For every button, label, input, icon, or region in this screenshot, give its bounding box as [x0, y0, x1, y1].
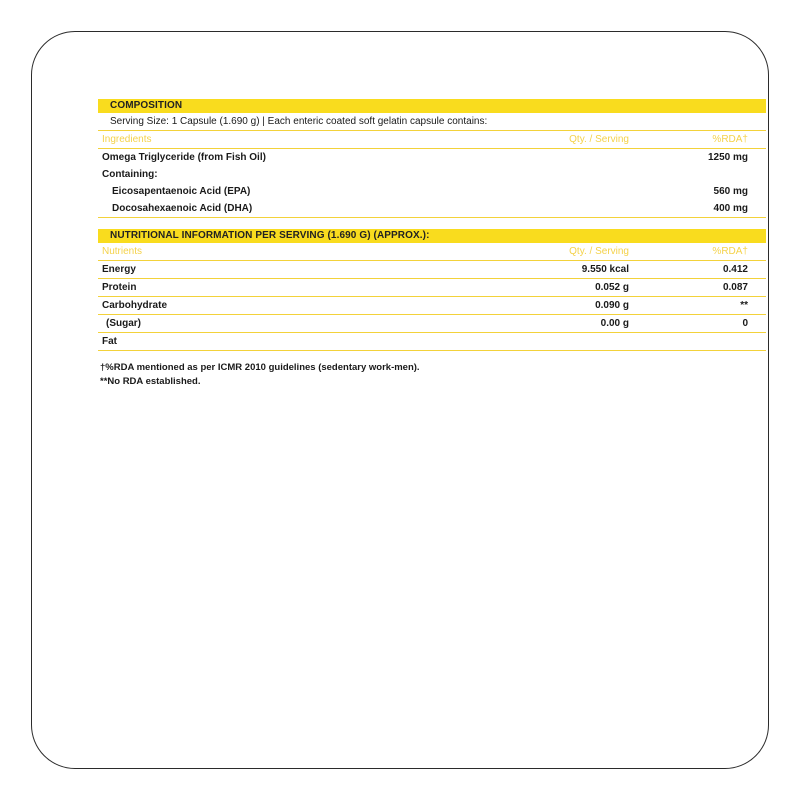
- table-row: [98, 200, 766, 218]
- rda-header: %RDA†: [712, 134, 748, 145]
- ingredient-name: Omega Triglyceride (from Fish Oil): [102, 152, 266, 163]
- footnote-no-rda: **No RDA established.: [100, 375, 201, 387]
- nutrient-name: (Sugar): [106, 318, 141, 329]
- nutrition-header-row: [98, 243, 766, 261]
- nutrients-header: Nutrients: [102, 246, 143, 257]
- label-card: [31, 31, 769, 769]
- ingredient-name: Eicosapentaenoic Acid (EPA): [112, 186, 251, 197]
- nutrient-rda: 0.087: [722, 282, 748, 293]
- nutrient-name: Protein: [102, 282, 137, 293]
- nutrient-qty: 0.052 g: [595, 282, 629, 293]
- ingredients-header: Ingredients: [102, 134, 152, 145]
- ingredient-rda: 1250 mg: [707, 152, 748, 163]
- footnote-rda: †%RDA mentioned as per ICMR 2010 guidelines (sedentary work-men).: [100, 362, 420, 373]
- nutrition-title: NUTRITIONAL INFORMATION PER SERVING (1.690 G) (APPROX.):: [98, 229, 766, 243]
- nutrient-rda: 0.412: [722, 264, 748, 275]
- table-row: [98, 315, 766, 333]
- qty-header: Qty. / Serving: [569, 246, 629, 257]
- ingredient-name: Containing:: [102, 169, 158, 180]
- table-row: [98, 279, 766, 297]
- ingredient-rda: 560 mg: [713, 186, 748, 197]
- table-row: [98, 149, 766, 166]
- qty-header: Qty. / Serving: [569, 134, 629, 145]
- nutrient-rda: 0: [742, 318, 748, 329]
- nutrient-qty: 9.550 kcal: [581, 264, 629, 275]
- nutrient-name: Energy: [102, 264, 136, 275]
- serving-size: Serving Size: 1 Capsule (1.690 g) | Each enteric coated soft gelatin capsule contains:: [98, 113, 766, 131]
- table-row: [98, 297, 766, 315]
- nutrient-rda: **: [740, 300, 748, 311]
- table-row: [98, 333, 766, 351]
- nutrient-name: Fat: [102, 336, 117, 347]
- composition-title: COMPOSITION: [98, 99, 766, 113]
- nutrient-qty: 0.00 g: [600, 318, 629, 329]
- ingredient-rda: 400 mg: [713, 203, 748, 214]
- table-row: [98, 183, 766, 200]
- label-content: [98, 99, 766, 388]
- ingredient-name: Docosahexaenoic Acid (DHA): [112, 203, 253, 214]
- footnotes: [98, 361, 766, 388]
- composition-header-row: [98, 131, 766, 149]
- table-row: [98, 261, 766, 279]
- rda-header: %RDA†: [712, 246, 748, 257]
- nutrient-name: Carbohydrate: [102, 300, 168, 311]
- nutrient-qty: 0.090 g: [595, 300, 629, 311]
- table-row: [98, 166, 766, 183]
